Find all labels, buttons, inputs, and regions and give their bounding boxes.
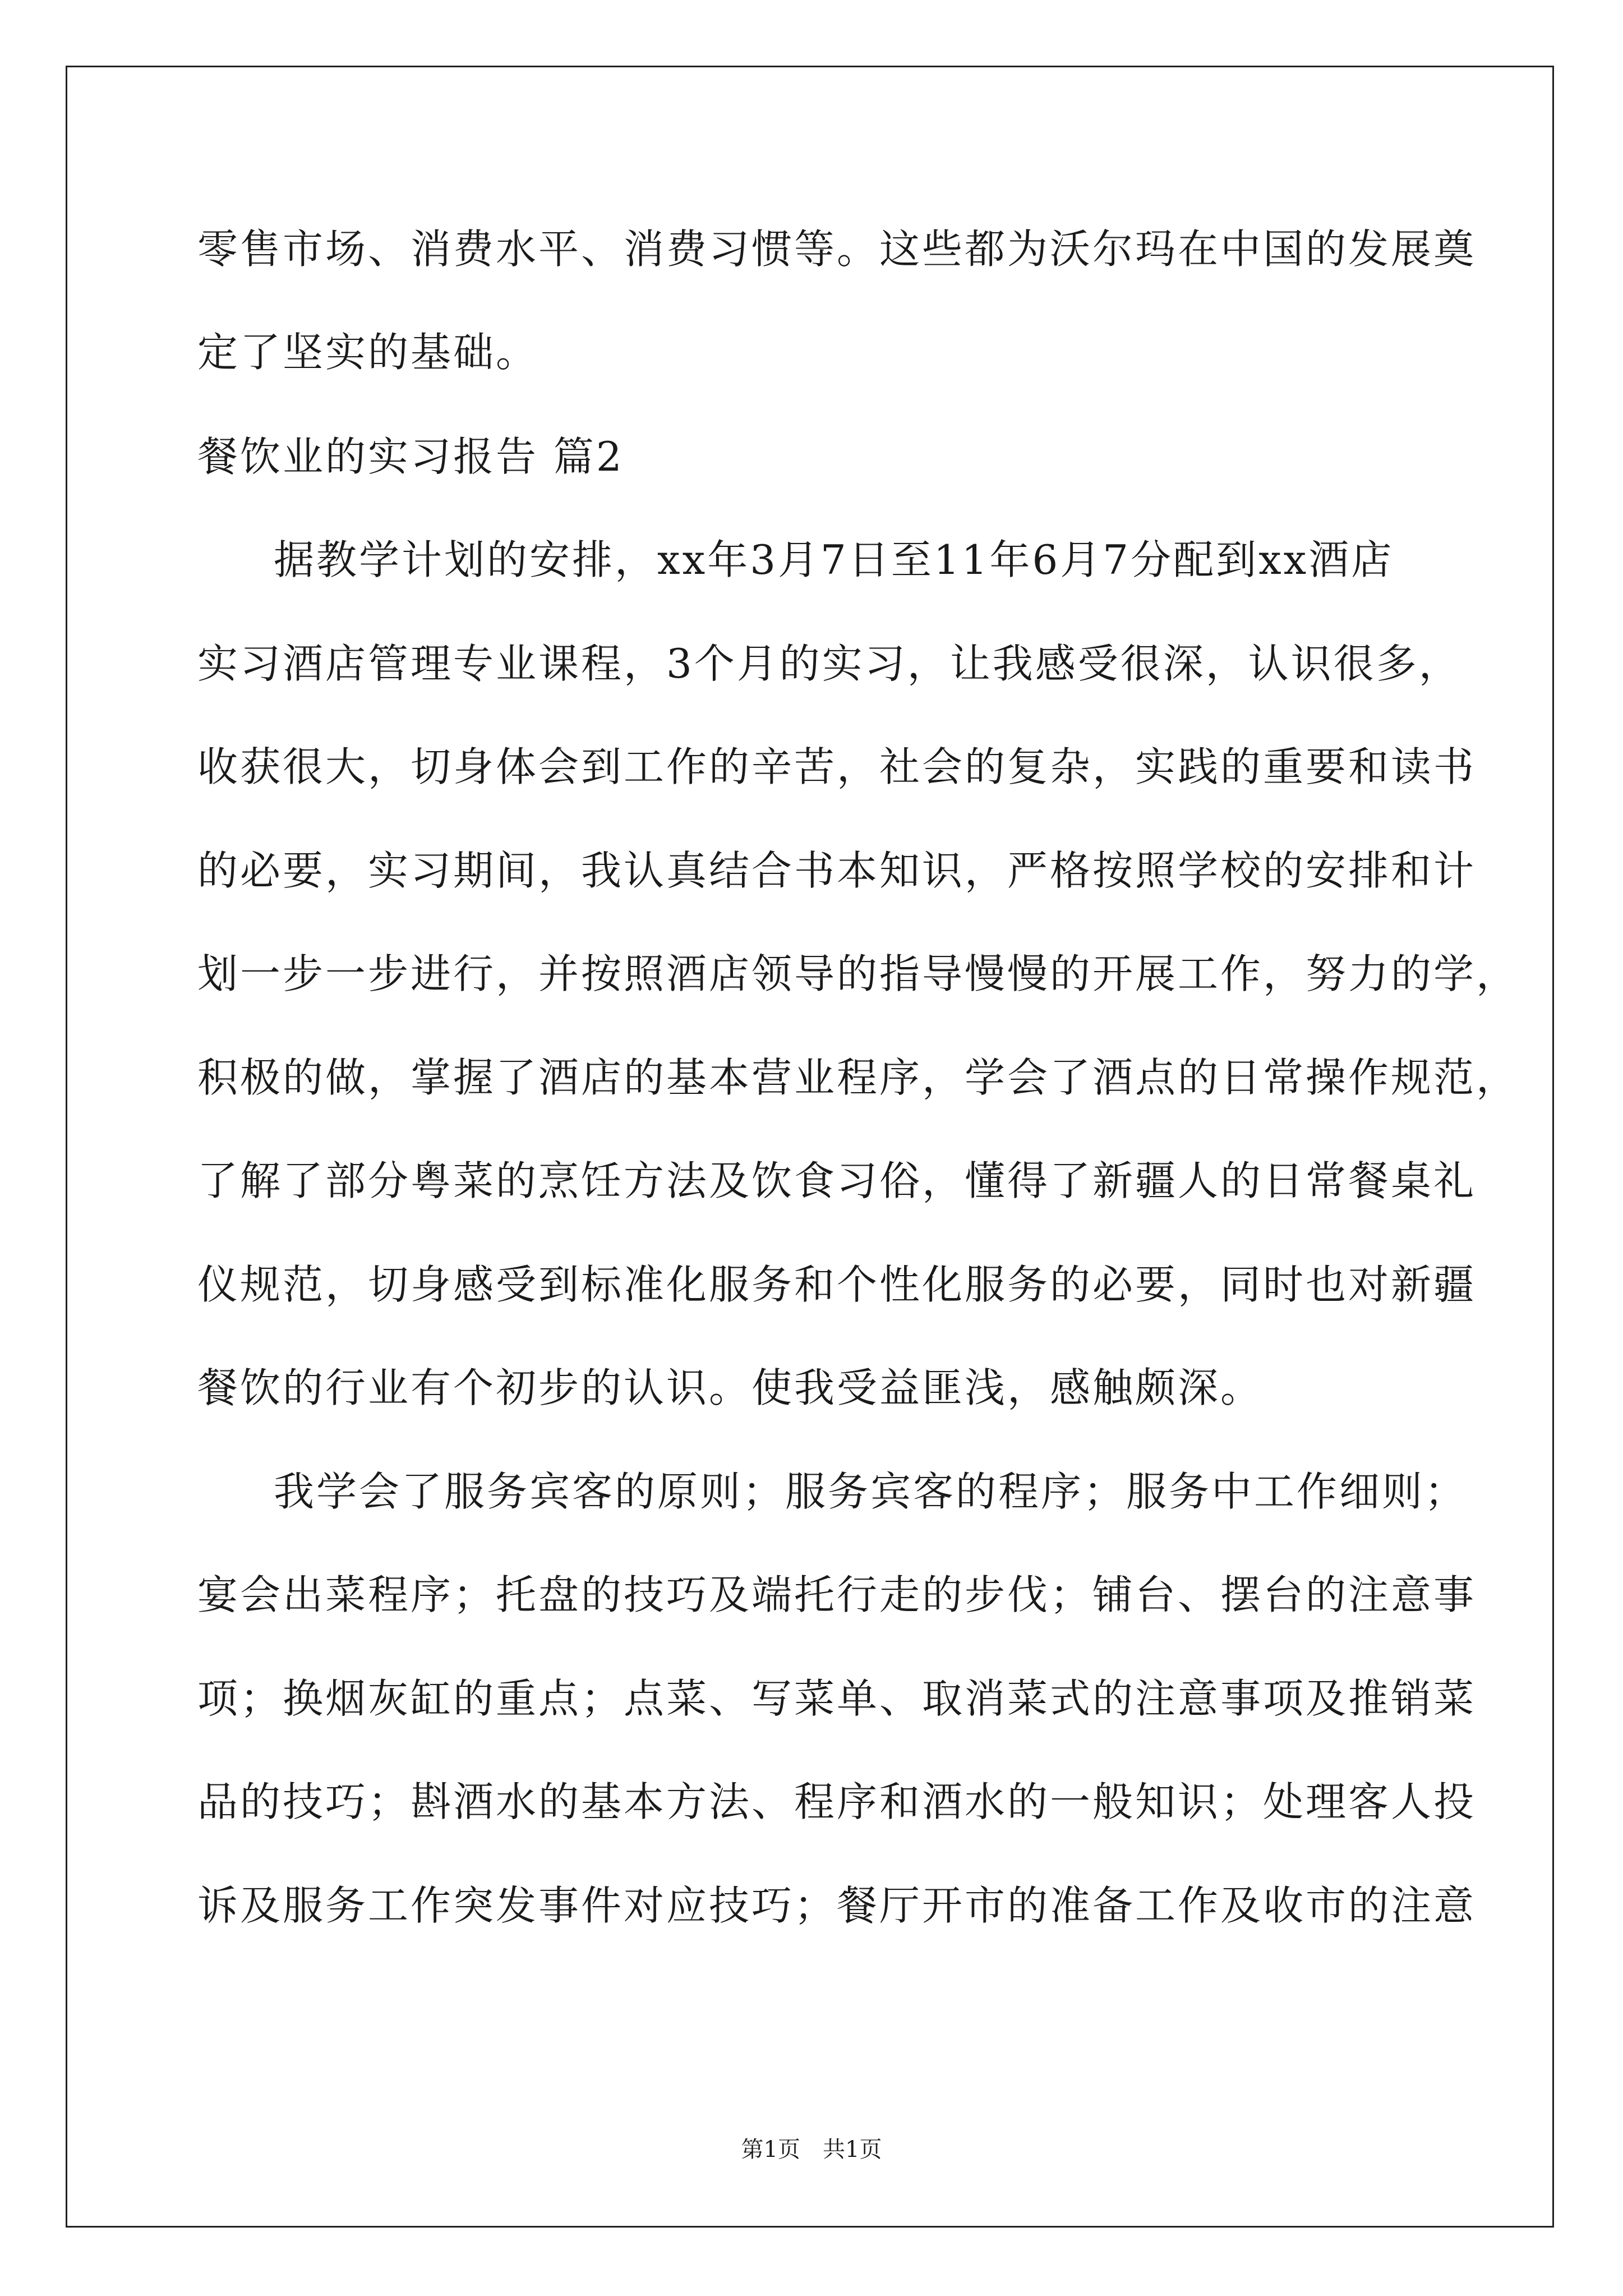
paragraph-line: 品的技巧；斟酒水的基本方法、程序和酒水的一般知识；处理客人投 [197,1778,1477,1825]
paragraph-line: 了解了部分粤菜的烹饪方法及饮食习俗，懂得了新疆人的日常餐桌礼 [197,1157,1477,1204]
paragraph-line: 零售市场、消费水平、消费习惯等。这些都为沃尔玛在中国的发展奠 [197,226,1477,273]
paragraph-line: 的必要，实习期间，我认真结合书本知识，严格按照学校的安排和计 [197,847,1477,894]
paragraph-line: 宴会出菜程序；托盘的技巧及端托行走的步伐；铺台、摆台的注意事 [197,1571,1477,1618]
paragraph-line: 据教学计划的安排，xx年3月7日至11年6月7分配到xx酒店 [274,536,1394,583]
paragraph-line: 我学会了服务宾客的原则；服务宾客的程序；服务中工作细则； [274,1468,1468,1515]
paragraph-line: 收获很大，切身体会到工作的辛苦，社会的复杂，实践的重要和读书 [197,743,1477,790]
paragraph-line: 仪规范，切身感受到标准化服务和个性化服务的必要，同时也对新疆 [197,1261,1477,1308]
paragraph-line: 定了坚实的基础。 [197,329,539,376]
section-heading: 餐饮业的实习报告 篇2 [197,433,624,480]
paragraph-line: 餐饮的行业有个初步的认识。使我受益匪浅，感触颇深。 [197,1364,1264,1411]
paragraph-line: 积极的做，掌握了酒店的基本营业程序，学会了酒点的日常操作规范， [197,1054,1519,1101]
paragraph-line: 实习酒店管理专业课程，3个月的实习，让我感受很深，认识很多， [197,640,1461,687]
paragraph-line: 诉及服务工作突发事件对应技巧；餐厅开市的准备工作及收市的注意 [197,1882,1477,1929]
paragraph-line: 划一步一步进行，并按照酒店领导的指导慢慢的开展工作，努力的学， [197,950,1519,997]
paragraph-line: 项；换烟灰缸的重点；点菜、写菜单、取消菜式的注意事项及推销菜 [197,1675,1477,1722]
page-number-footer: 第1页 共1页 [741,2137,882,2162]
